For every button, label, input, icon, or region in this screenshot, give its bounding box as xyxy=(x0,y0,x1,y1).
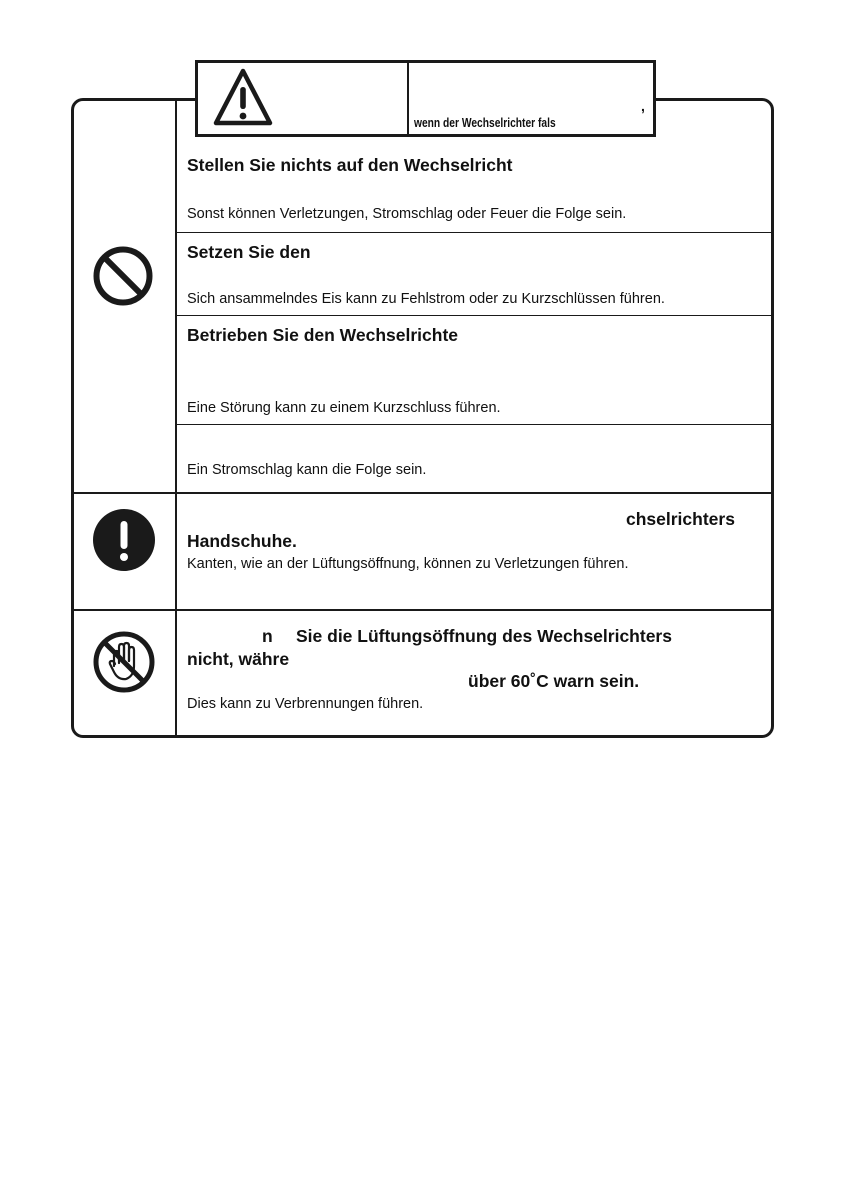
exclamation-icon xyxy=(92,508,156,577)
section-heading: Sie die Lüftungsöffnung des Wechselrichters xyxy=(296,626,672,646)
header-divider xyxy=(407,63,409,134)
section-body: Sonst können Verletzungen, Stromschlag oder Feuer die Folge sein. xyxy=(187,206,627,222)
section-body: Dies kann zu Verbrennungen führen. xyxy=(187,696,424,712)
prohibition-icon xyxy=(92,245,154,312)
no-touch-icon xyxy=(92,630,156,699)
section-heading: Handschuhe. xyxy=(187,531,297,551)
section-body: Eine Störung kann zu einem Kurzschluss führen. xyxy=(187,400,501,416)
section-body: Kanten, wie an der Lüftungsöffnung, können zu Verletzungen führen. xyxy=(187,556,629,572)
warning-triangle-icon xyxy=(212,67,274,134)
section-heading: über 60˚C warn sein. xyxy=(468,671,640,691)
section-heading: Betrieben Sie den Wechselrichte xyxy=(187,325,459,345)
row-divider xyxy=(177,315,771,316)
section-heading: Stellen Sie nichts auf den Wechselricht xyxy=(187,155,513,175)
section-heading: Setzen Sie den xyxy=(187,242,311,262)
header-text: wenn der Wechselrichter fals xyxy=(414,116,556,130)
warning-header xyxy=(195,60,656,137)
section-body: Sich ansammelndes Eis kann zu Fehlstrom oder zu Kurzschlüssen führen. xyxy=(187,291,665,307)
section-body: Ein Stromschlag kann die Folge sein. xyxy=(187,462,427,478)
section-heading: n xyxy=(262,626,273,646)
row-divider xyxy=(177,232,771,233)
column-divider xyxy=(175,101,177,735)
row-divider xyxy=(177,424,771,425)
header-comma: , xyxy=(641,98,645,114)
section-heading: nicht, währe xyxy=(187,649,290,669)
section-divider xyxy=(74,492,771,494)
section-heading: chselrichters xyxy=(626,509,735,529)
section-divider xyxy=(74,609,771,611)
